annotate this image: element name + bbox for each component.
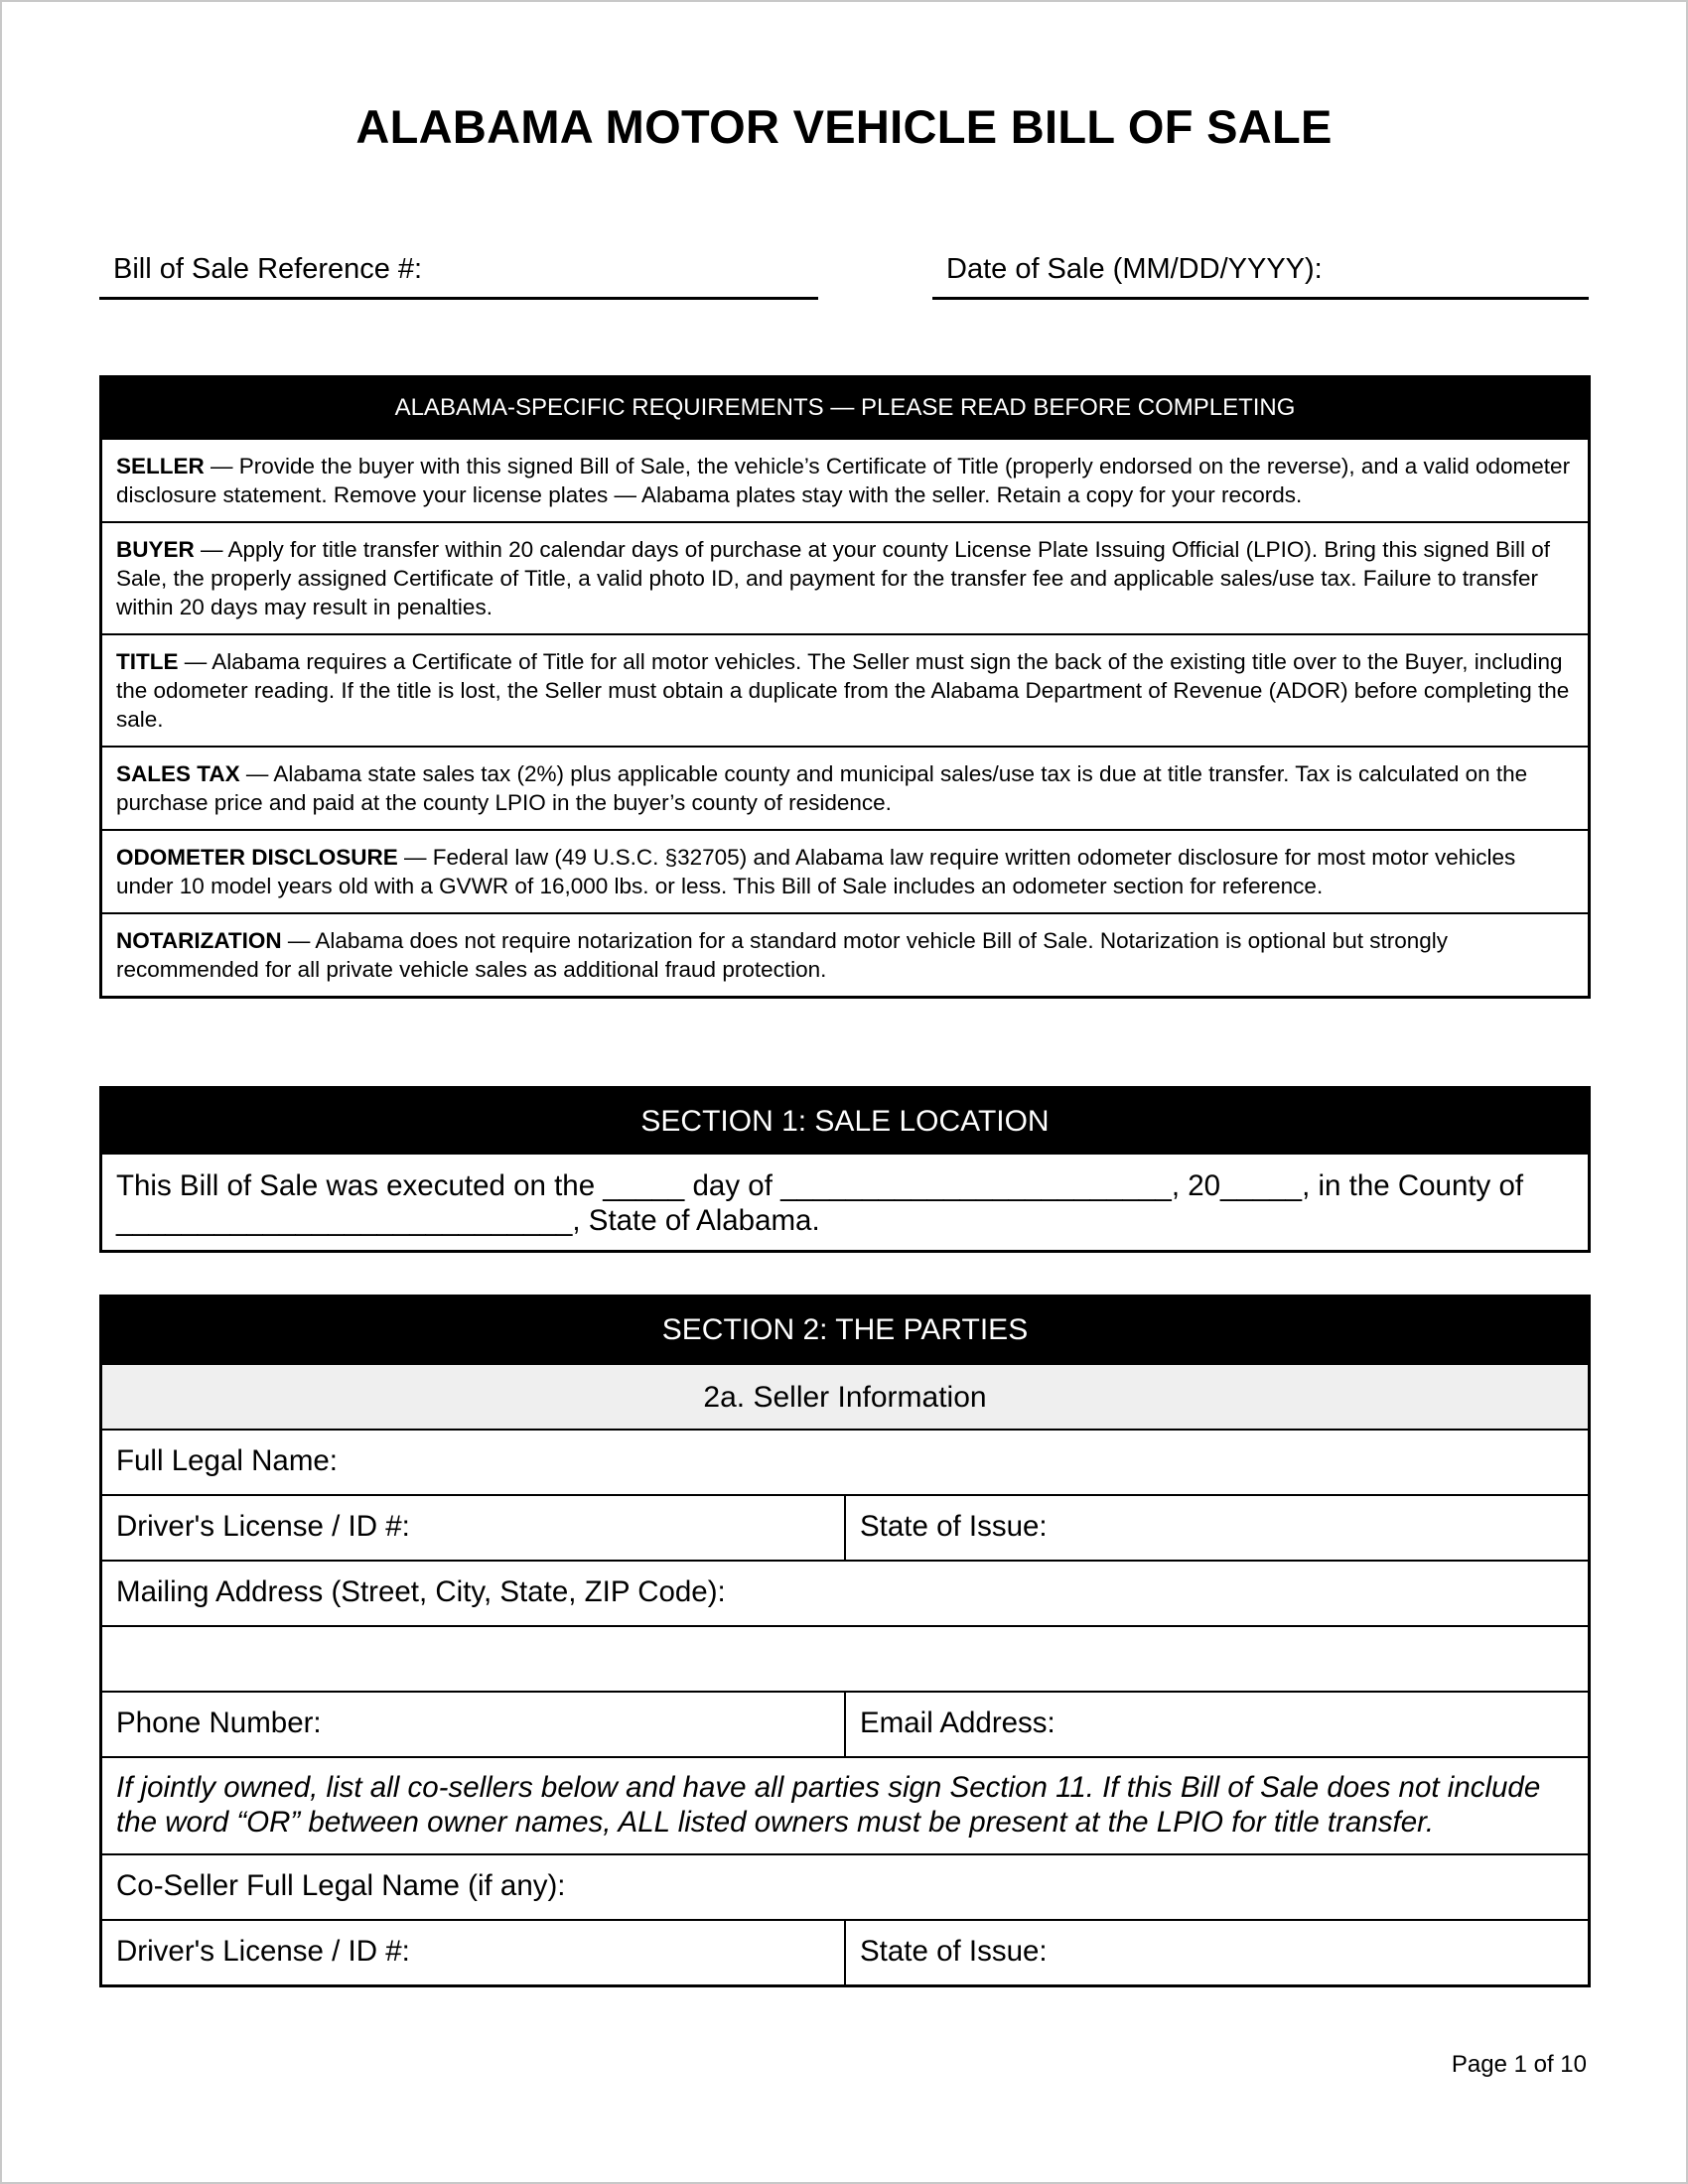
field-label: Driver's License / ID #: — [116, 1510, 410, 1543]
seller-address-line-2-row — [102, 1625, 1588, 1691]
seller-address-row — [102, 1560, 1588, 1625]
coseller-state-field[interactable] — [844, 1921, 1588, 1984]
seller-phone-field[interactable] — [102, 1693, 844, 1756]
field-label: Driver's License / ID #: — [116, 1935, 410, 1968]
date-of-sale-label: Date of Sale (MM/DD/YYYY): — [946, 253, 1323, 285]
page-title: ALABAMA MOTOR VEHICLE BILL OF SALE — [355, 100, 1333, 153]
reference-number-field[interactable] — [99, 248, 818, 300]
requirement-term: ODOMETER DISCLOSURE — [116, 845, 398, 870]
requirements-box — [99, 375, 1591, 999]
coseller-license-row — [102, 1919, 1588, 1984]
seller-address-field[interactable] — [102, 1562, 1588, 1625]
seller-email-field[interactable] — [844, 1693, 1588, 1756]
field-label: Phone Number: — [116, 1706, 322, 1739]
seller-info-subheader: 2a. Seller Information — [102, 1363, 1588, 1429]
section-2-header: SECTION 2: THE PARTIES — [102, 1297, 1588, 1363]
requirement-notarization — [102, 912, 1588, 996]
requirement-term: SELLER — [116, 454, 205, 478]
coseller-name-field[interactable] — [102, 1855, 1588, 1919]
requirement-sales-tax — [102, 746, 1588, 829]
requirement-text: — Federal law (49 U.S.C. §32705) and Alabama law require written odometer disclosure for most motor vehicles under 10 model years old with a GVWR of 16,000 lbs. or less. This Bill of Sale includes an odometer section for reference. — [116, 845, 1516, 898]
section-1-box — [99, 1086, 1591, 1253]
field-label: State of Issue: — [860, 1510, 1048, 1543]
date-of-sale-field[interactable] — [932, 248, 1589, 300]
requirement-seller — [102, 438, 1588, 521]
seller-license-field[interactable] — [102, 1496, 844, 1560]
seller-address-line-2-field[interactable] — [102, 1627, 1588, 1691]
coseller-name-row — [102, 1853, 1588, 1919]
requirement-buyer — [102, 521, 1588, 633]
field-label: Full Legal Name: — [116, 1444, 338, 1477]
sale-location-text[interactable]: This Bill of Sale was executed on the _____ day of ________________________, 20_____, in the County of ____________________________, State of Alabama. — [116, 1169, 1524, 1237]
requirement-text: — Alabama state sales tax (2%) plus applicable county and municipal sales/use tax is due at title transfer. Tax is calculated on the purchase price and paid at the county LPIO in the buyer’s county of residence. — [116, 761, 1528, 815]
seller-state-field[interactable] — [844, 1496, 1588, 1560]
requirement-text: — Apply for title transfer within 20 calendar days of purchase at your county License Plate Issuing Official (LPIO). Bring this signed Bill of Sale, the properly assigned Certificate of Title, a valid photo ID, and payment for the transfer fee and applicable sales/use tax. Failure to transfer within 20 days may result in penalties. — [116, 537, 1551, 619]
requirement-title — [102, 633, 1588, 746]
requirements-header: ALABAMA-SPECIFIC REQUIREMENTS — PLEASE READ BEFORE COMPLETING — [102, 378, 1588, 438]
reference-number-label: Bill of Sale Reference #: — [113, 253, 423, 285]
field-label: Mailing Address (Street, City, State, ZIP Code): — [116, 1575, 726, 1608]
requirement-text: — Alabama requires a Certificate of Title for all motor vehicles. The Seller must sign the back of the existing title over to the Buyer, including the odometer reading. If the title is lost, the Seller must obtain a duplicate from the Alabama Department of Revenue (ADOR) before completing the sale. — [116, 649, 1570, 732]
requirement-term: SALES TAX — [116, 761, 240, 786]
coseller-license-field[interactable] — [102, 1921, 844, 1984]
requirement-term: TITLE — [116, 649, 179, 674]
seller-full-name-field[interactable] — [102, 1431, 1588, 1494]
requirement-text: — Provide the buyer with this signed Bill of Sale, the vehicle’s Certificate of Title (properly endorsed on the reverse), and a valid odometer disclosure statement. Remove your license plates — Alabama plates stay with the seller. Retain a copy for your records. — [116, 454, 1571, 507]
field-label: Co-Seller Full Legal Name (if any): — [116, 1869, 566, 1902]
field-label: State of Issue: — [860, 1935, 1048, 1968]
field-label: Email Address: — [860, 1706, 1055, 1739]
requirement-term: BUYER — [116, 537, 195, 562]
joint-owner-note: If jointly owned, list all co-sellers below and have all parties sign Section 11. If this Bill of Sale does not include the word “OR” between owner names, ALL listed owners must be present at the LPIO for title transfer. — [102, 1756, 1588, 1853]
page-number: Page 1 of 10 — [1451, 2051, 1587, 2078]
section-1-header: SECTION 1: SALE LOCATION — [102, 1089, 1588, 1155]
seller-name-row — [102, 1429, 1588, 1494]
seller-contact-row — [102, 1691, 1588, 1756]
requirement-odometer — [102, 829, 1588, 912]
requirement-term: NOTARIZATION — [116, 928, 282, 953]
section-2-box — [99, 1295, 1591, 1987]
seller-license-row — [102, 1494, 1588, 1560]
requirement-text: — Alabama does not require notarization for a standard motor vehicle Bill of Sale. Notarization is optional but strongly recommended for all private vehicle sales as additional fraud protection. — [116, 928, 1449, 982]
